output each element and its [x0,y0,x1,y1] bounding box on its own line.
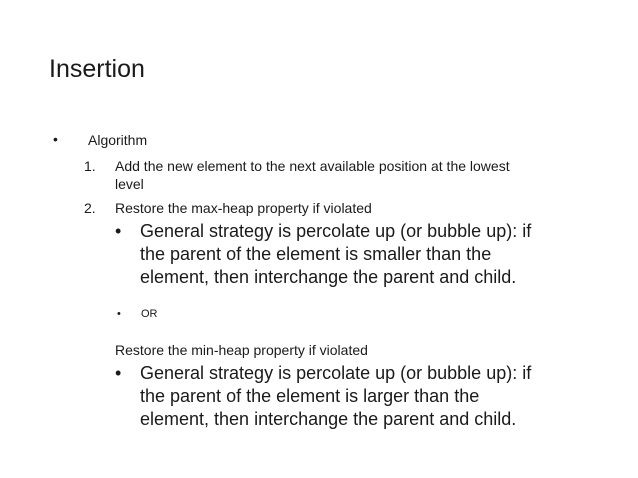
step-1-number: 1. [84,158,96,174]
step-1-text-line2: level [115,176,144,192]
algorithm-bullet: • [53,131,58,147]
min-heap-point-line1: General strategy is percolate up (or bubble up): if [140,363,532,383]
min-heap-point-line2: the parent of the element is larger than the [140,386,480,406]
slide-title: Insertion [49,55,145,83]
min-heap-point-line3: element, then interchange the parent and child. [140,409,517,429]
max-heap-point-bullet: • [115,221,122,241]
step-2-text: Restore the max-heap property if violated [115,200,372,216]
max-heap-point-line1: General strategy is percolate up (or bubble up): if [140,221,532,241]
min-heap-point-bullet: • [115,363,122,383]
algorithm-label: Algorithm [88,132,148,148]
or-bullet: • [117,308,121,320]
min-heap-label: Restore the min-heap property if violated [115,342,368,358]
step-1-text-line1: Add the new element to the next available position at the lowest [115,158,510,174]
max-heap-point-line2: the parent of the element is smaller than the [140,244,492,264]
or-text: OR [141,308,158,320]
max-heap-point-line3: element, then interchange the parent and child. [140,267,517,287]
step-2-number: 2. [84,200,96,216]
